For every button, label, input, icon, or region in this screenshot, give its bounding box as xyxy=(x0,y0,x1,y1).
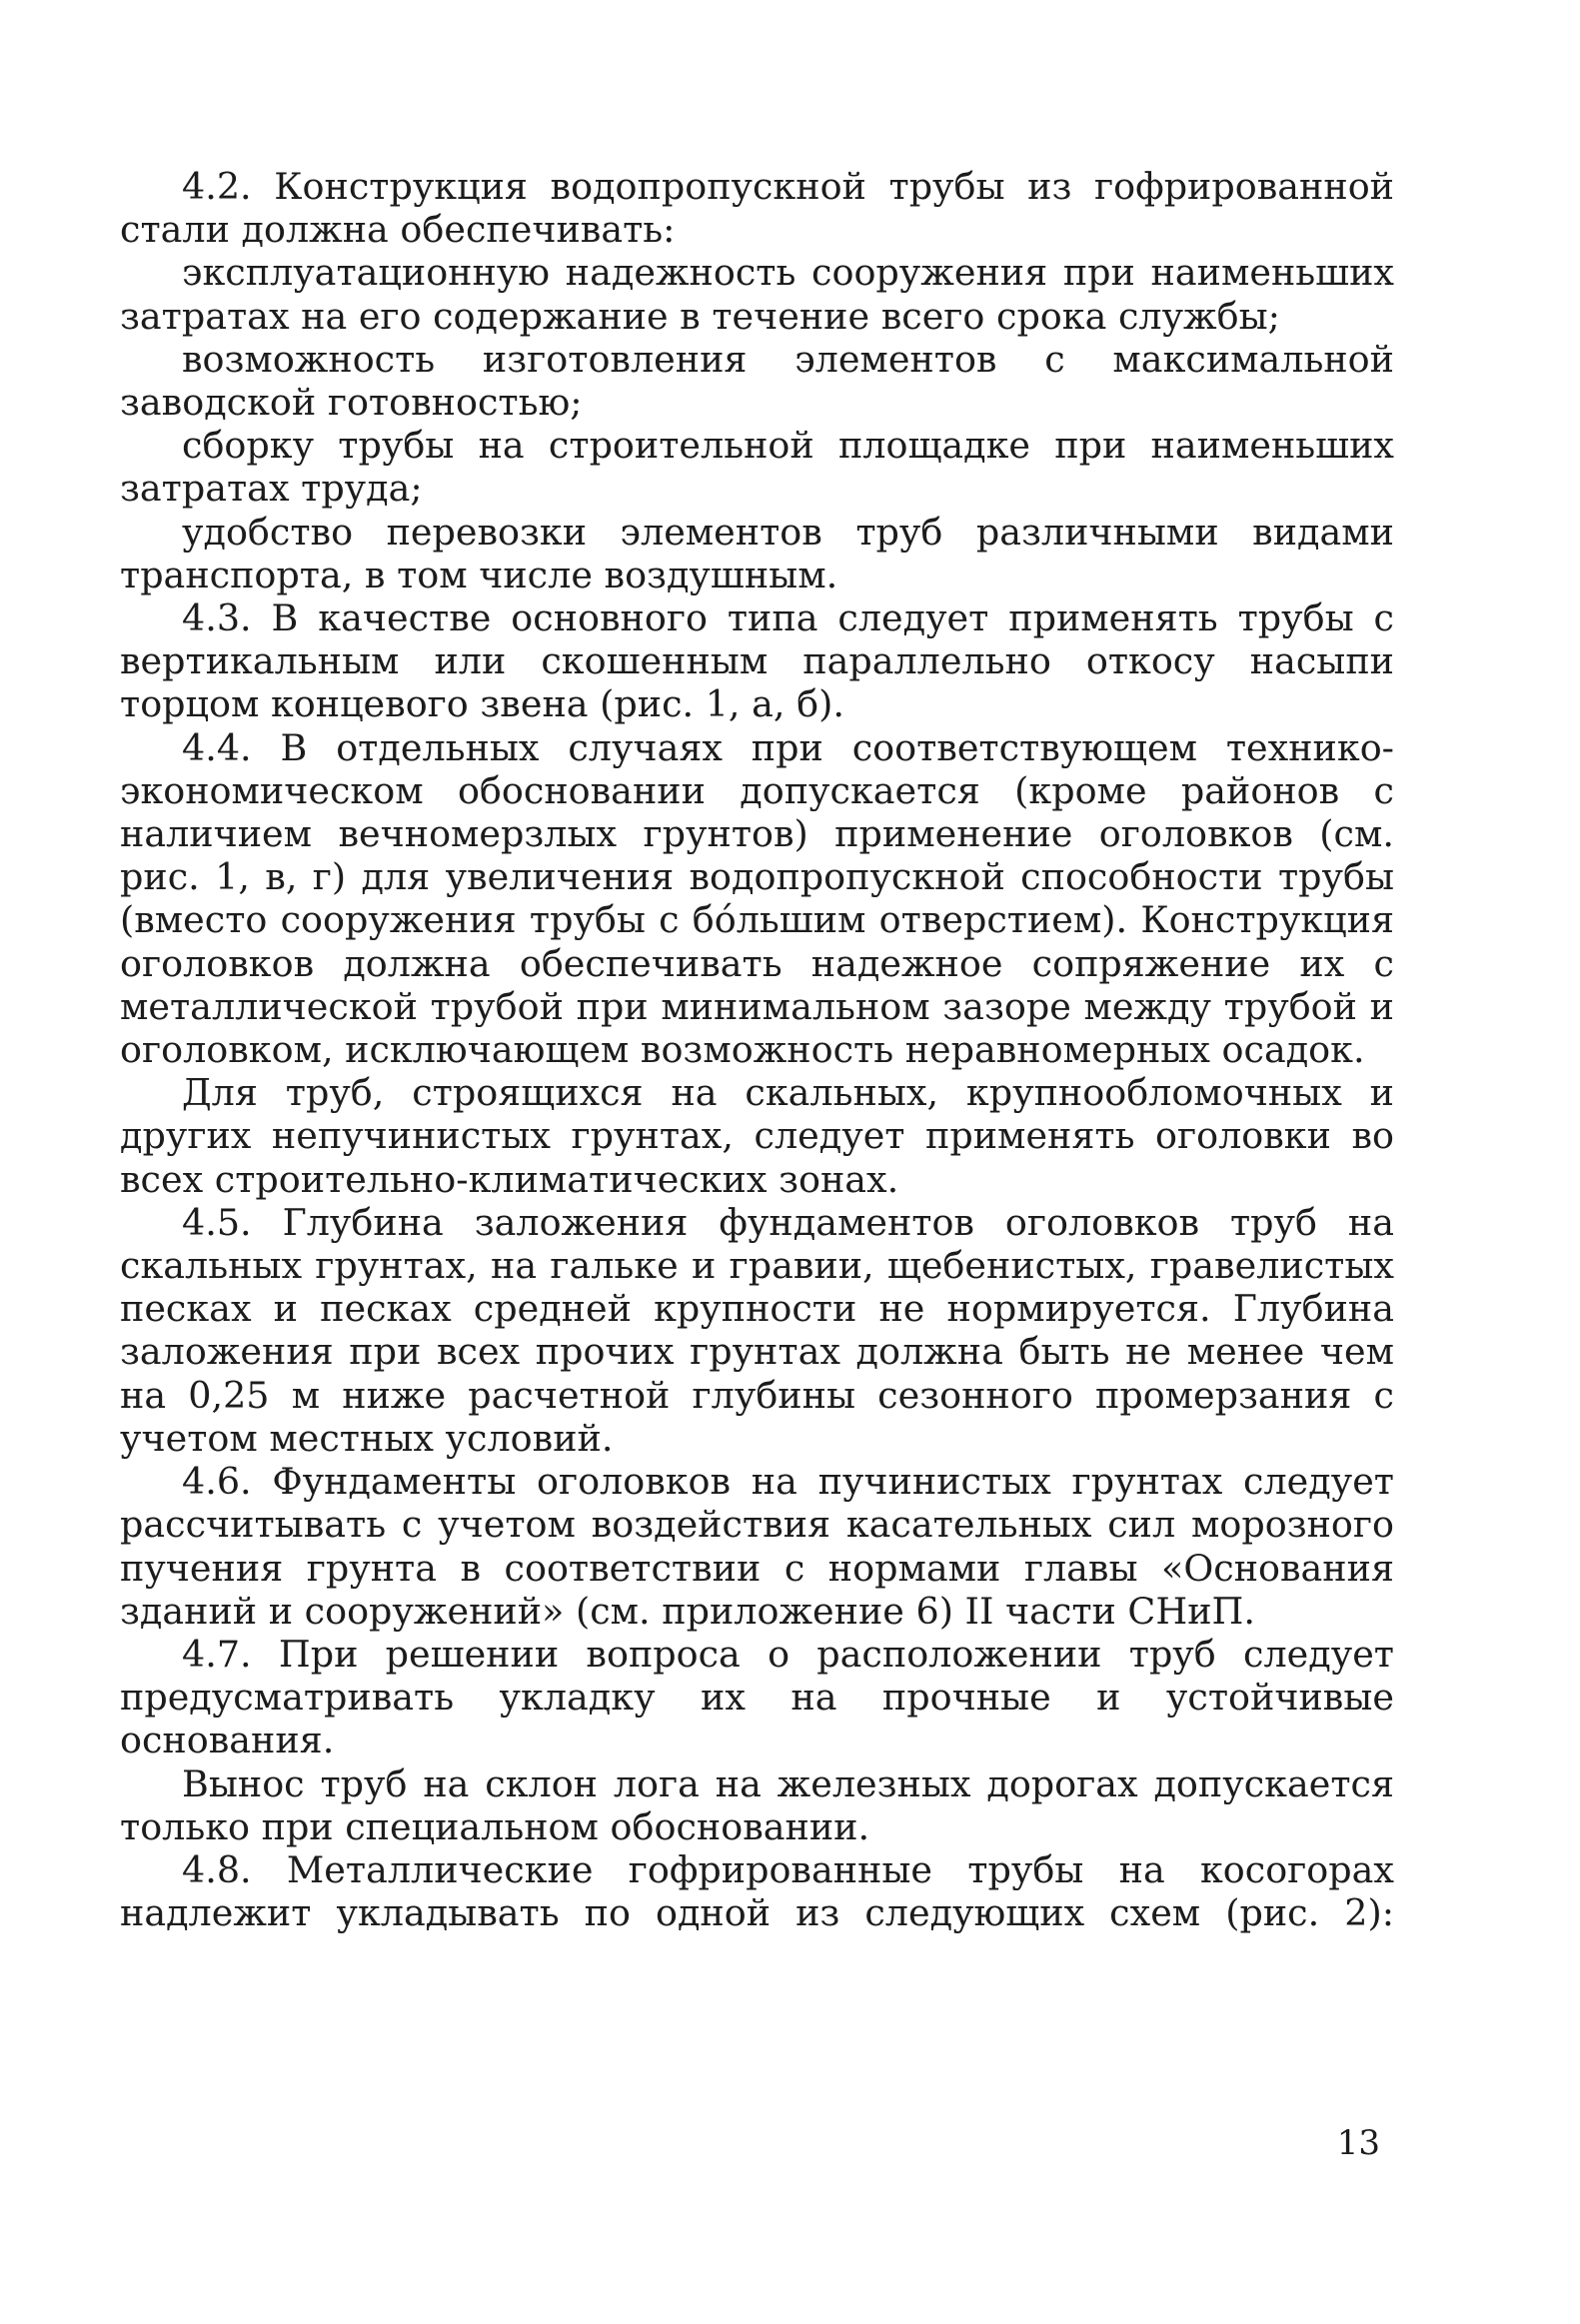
page-body xyxy=(120,165,1394,1934)
paragraph-4-4: 4.4. В отдельных случаях при соответствующем технико-экономическом обосновании допускается (кроме районов с наличием вечномерзлых грунтов) применение оголовков (см. рис. 1, в, г) для увеличения водопропускной способности трубы (вместо сооружения трубы с бо́льшим отверстием). Конструкция оголовков должна обеспечивать надежное сопряжение их с металлической трубой при минимальном зазоре между трубой и оголовком, исключающем возможность неравномерных осадок. xyxy=(120,725,1394,1072)
page-number: 13 xyxy=(1336,2123,1380,2163)
paragraph-4-3: 4.3. В качестве основного типа следует применять трубы с вертикальным или скошенным параллельно откосу насыпи торцом концевого звена (рис. 1, а, б). xyxy=(120,596,1394,726)
paragraph-4-8: 4.8. Металлические гофрированные трубы на косогорах надлежит укладывать по одной из следующих схем (рис. 2): xyxy=(120,1847,1394,1935)
paragraph-item-prefabrication: возможность изготовления элементов с максимальной заводской готовностью; xyxy=(120,337,1394,425)
paragraph-4-7: 4.7. При решении вопроса о расположении труб следует предусматривать укладку их на прочные и устойчивые основания. xyxy=(120,1632,1394,1762)
paragraph-4-5: 4.5. Глубина заложения фундаментов оголовков труб на скальных грунтах, на гальке и гравии, щебенистых, гравелистых песках и песках средней крупности не нормируется. Глубина заложения при всех прочих грунтах должна быть не менее чем на 0,25 м ниже расчетной глубины сезонного промерзания с учетом местных условий. xyxy=(120,1200,1394,1460)
paragraph-item-reliability: эксплуатационную надежность сооружения при наименьших затратах на его содержание в течение всего срока службы; xyxy=(120,251,1394,338)
paragraph-slope: Вынос труб на склон лога на железных дорогах допускается только при специальном обосновании. xyxy=(120,1761,1394,1848)
paragraph-4-2: 4.2. Конструкция водопропускной трубы из гофрированной стали должна обеспечивать: xyxy=(120,165,1394,252)
paragraph-rock-soils: Для труб, строящихся на скальных, крупнообломочных и других непучинистых грунтах, следует применять оголовки во всех строительно-климатических зонах. xyxy=(120,1071,1394,1201)
paragraph-4-6: 4.6. Фундаменты оголовков на пучинистых грунтах следует рассчитывать с учетом воздействия касательных сил морозного пучения грунта в соответствии с нормами главы «Основания зданий и сооружений» (см. приложение 6) II части СНиП. xyxy=(120,1460,1394,1633)
paragraph-item-assembly: сборку трубы на строительной площадке при наименьших затратах труда; xyxy=(120,424,1394,511)
paragraph-item-transport: удобство перевозки элементов труб различными видами транспорта, в том числе воздушным. xyxy=(120,510,1394,596)
